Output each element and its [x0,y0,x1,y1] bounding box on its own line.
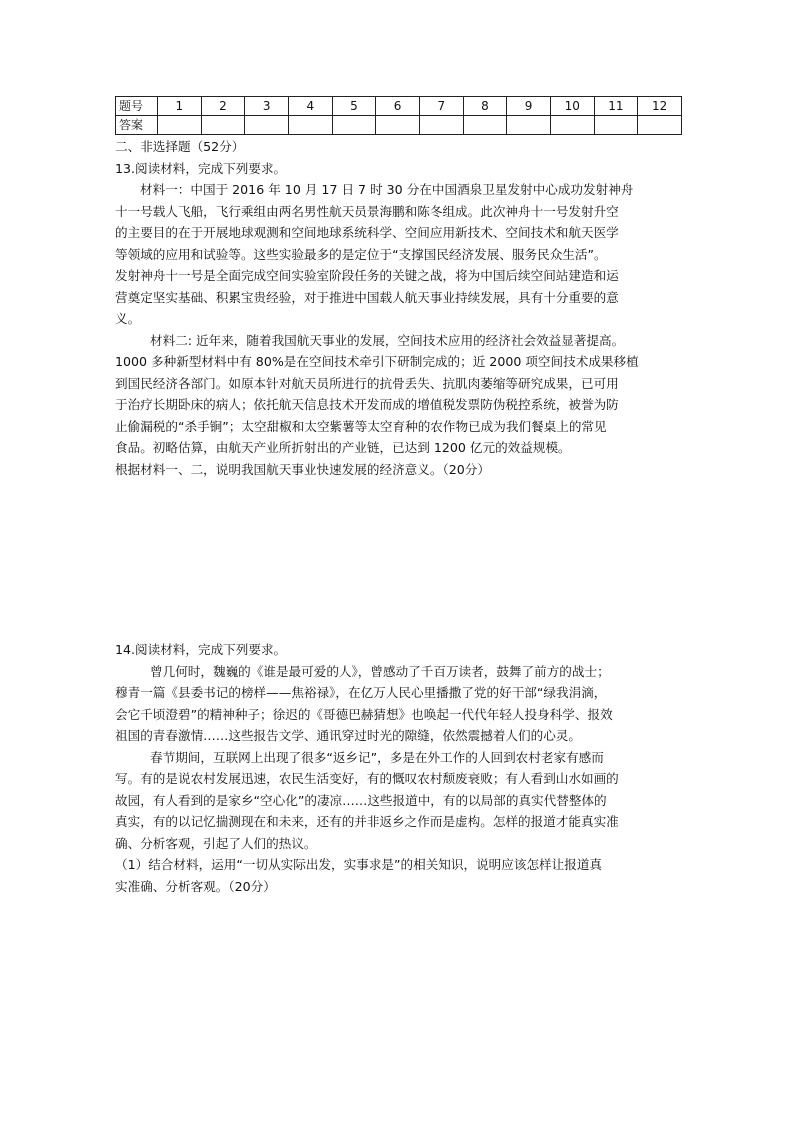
q14-paragraph-2 [115,747,683,855]
q13-m1-line: 十一号载人飞船，飞行乘组由两名男性航天员景海鹏和陈冬组成。此次神舟十一号发射升空 [115,203,619,219]
answer-row [116,116,682,135]
answer-cell[interactable] [288,116,332,135]
q13-m1-line: 材料一：中国于 2016 年 10 月 17 日 7 时 30 分在中国酒泉卫星发射中心成功发射神舟 [140,182,634,197]
question-number-cell: 2 [201,97,245,116]
section-heading: 二、非选择题（52分） [115,139,245,154]
answer-cell[interactable] [201,116,245,135]
q14-p2-line: 确、分析客观，引起了人们的热议。 [115,835,317,851]
answer-cell[interactable] [419,116,463,135]
q13-m1-line: 营奠定坚实基础、积累宝贵经验，对于推进中国载人航天事业持续发展，具有十分重要的意 [115,289,619,305]
q14-paragraph-1 [115,661,683,747]
question-number-cell: 8 [463,97,507,116]
q13-m2-line: 材料二: 近年来，随着我国航天事业的发展，空间技术应用的经济社会效益显著提高。 [150,332,625,348]
question-number-row [116,97,682,116]
question-number-cell: 10 [550,97,594,116]
answer-cell[interactable] [158,116,202,135]
page-content [115,96,683,894]
answer-cell[interactable] [594,116,638,135]
q14-p1-line: 曾几何时，魏巍的《谁是最可爱的人》，曾感动了千百万读者，鼓舞了前方的战士； [150,663,610,679]
q13-m1-line: 的主要目的在于开展地球观测和空间地球系统科学、空间应用新技术、空间技术和航天医学 [115,225,619,240]
question-number-cell: 9 [507,97,551,116]
answer-cell[interactable] [332,116,376,135]
q13-m2-line: 止偷漏税的“杀手锏”；太空甜椒和太空紫薯等太空育种的农作物已成为我们餐桌上的常见 [115,418,607,434]
q14-p2-line: 故园，有人看到的是家乡“空心化”的凄凉……这些报道中，有的以局部的真实代替整体的 [115,792,607,808]
q13-m2-line: 到国民经济各部门。如原本针对航天员所进行的抗骨丢失、抗肌肉萎缩等研究成果，已可用 [115,375,619,391]
q13-material-1 [115,179,683,330]
answer-cell[interactable] [550,116,594,135]
question-number-cell: 4 [288,97,332,116]
question-number-cell: 6 [376,97,420,116]
q14-p1-line: 穆青一篇《县委书记的榜样——焦裕禄》，在亿万人民心里播撒了党的好干部“绿我涓滴， [115,685,607,700]
q13-m1-line: 等领域的应用和试验等。这些实验最多的是定位于“支撑国民经济发展、服务民众生活”。 [115,246,607,262]
q13-m2-line: 食品。初略估算，由航天产业所折射出的产业链，已达到 1200 亿元的效益规模。 [115,440,571,455]
q13-title: 13.阅读材料，完成下列要求。 [115,160,287,176]
q14-p1-line: 祖国的青春激情……这些报告文学、通讯穿过时光的隙缝，依然震撼着人们的心灵。 [115,728,581,743]
q13-material-2 [115,330,683,459]
question-number-cell: 3 [245,97,289,116]
answer-cell[interactable] [376,116,420,135]
q14-title: 14.阅读材料，完成下列要求。 [115,642,287,657]
q14-p2-line: 春节期间，互联网上出现了很多“返乡记”，多是在外工作的人回到农村老家有感而 [150,749,604,765]
q14-sub1-line: 实准确、分析客观。（20分） [115,878,276,894]
question-number-cell: 11 [594,97,638,116]
row-label-question-number: 题号 [116,97,158,116]
q14-p2-line: 写。有的是说农村发展迅速，农民生活变好，有的慨叹农村颓废衰败；有人看到山水如画的 [115,771,619,786]
answer-cell[interactable] [507,116,551,135]
q13-m2-line: 于治疗长期卧床的病人；依托航天信息技术开发而成的增值税发票防伪税控系统，被誉为防 [115,397,619,412]
q14-p2-line: 真实，有的以记忆揣测现在和未来，还有的并非返乡之作而是虚构。怎样的报道才能真实准 [115,814,619,829]
q13-question: 根据材料一、二，说明我国航天事业快速发展的经济意义。（20分） [115,461,490,477]
q14-p1-line: 会它千顷澄碧”的精神种子；徐迟的《哥德巴赫猜想》也唤起一代代年轻人投身科学、报效 [115,706,613,722]
question-number-cell: 12 [638,97,682,116]
q13-m1-line: 发射神舟十一号是全面完成空间实验室阶段任务的关键之战，将为中国后续空间站建造和运 [115,268,619,283]
answer-cell[interactable] [638,116,682,135]
q13-m1-line: 义。 [115,311,141,326]
answer-cell[interactable] [245,116,289,135]
question-13 [115,136,683,480]
q14-subquestion-1 [115,854,683,897]
q13-m2-line: 1000 多种新型材料中有 80%是在空间技术牵引下研制完成的；近 2000 项空间技术成果移植 [115,354,639,369]
question-number-cell: 7 [419,97,463,116]
q14-sub1-line: （1）结合材料，运用“一切从实际出发，实事求是”的相关知识，说明应该怎样让报道真 [115,857,603,872]
question-number-cell: 5 [332,97,376,116]
answer-cell[interactable] [463,116,507,135]
answer-table [115,96,682,135]
question-number-cell: 1 [158,97,202,116]
question-14 [115,639,683,897]
row-label-answer: 答案 [116,116,158,135]
